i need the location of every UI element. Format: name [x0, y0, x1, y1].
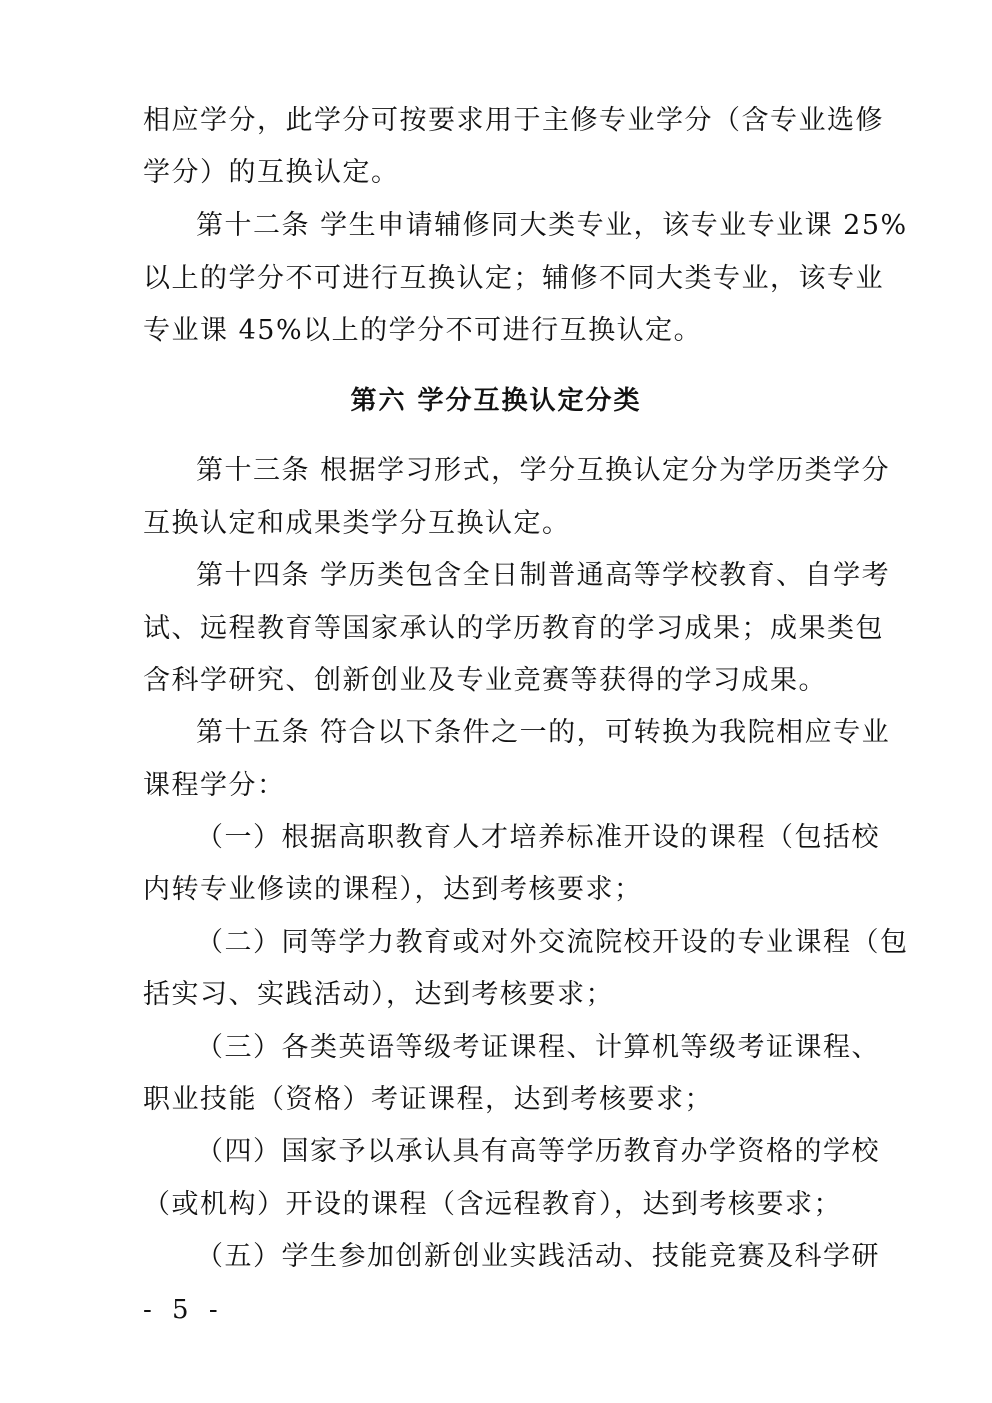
page-number: - 5 - — [143, 1295, 224, 1325]
paragraph-line: 相应学分，此学分可按要求用于主修专业学分（含专业选修 — [143, 105, 884, 136]
list-item-5: （五）学生参加创新创业实践活动、技能竞赛及科学研 — [196, 1241, 880, 1272]
paragraph-line: 括实习、实践活动），达到考核要求； — [143, 979, 614, 1010]
paragraph-line: 职业技能（资格）考证课程，达到考核要求； — [143, 1084, 713, 1115]
paragraph-line: 课程学分： — [143, 770, 286, 801]
article-12-line: 第十二条 学生申请辅修同大类专业，该专业专业课 25% — [196, 210, 908, 241]
section-heading: 第六 学分互换认定分类 — [350, 386, 642, 416]
paragraph-line: 以上的学分不可进行互换认定；辅修不同大类专业，该专业 — [143, 263, 884, 294]
paragraph-line: 专业课 45%以上的学分不可进行互换认定。 — [143, 315, 703, 346]
paragraph-line: 互换认定和成果类学分互换认定。 — [143, 508, 571, 539]
list-item-1: （一）根据高职教育人才培养标准开设的课程（包括校 — [196, 822, 880, 853]
list-item-4: （四）国家予以承认具有高等学历教育办学资格的学校 — [196, 1136, 880, 1167]
paragraph-line: 内转专业修读的课程），达到考核要求； — [143, 874, 643, 905]
list-item-2: （二）同等学力教育或对外交流院校开设的专业课程（包 — [196, 927, 909, 958]
paragraph-line: 含科学研究、创新创业及专业竞赛等获得的学习成果。 — [143, 665, 827, 696]
paragraph-line: （或机构）开设的课程（含远程教育），达到考核要求； — [143, 1189, 842, 1220]
article-15-line: 第十五条 符合以下条件之一的，可转换为我院相应专业 — [196, 717, 891, 748]
paragraph-line: 试、远程教育等国家承认的学历教育的学习成果；成果类包 — [143, 613, 884, 644]
article-14-line: 第十四条 学历类包含全日制普通高等学校教育、自学考 — [196, 560, 891, 591]
article-13-line: 第十三条 根据学习形式，学分互换认定分为学历类学分 — [196, 455, 891, 486]
paragraph-line: 学分）的互换认定。 — [143, 157, 400, 188]
list-item-3: （三）各类英语等级考证课程、计算机等级考证课程、 — [196, 1032, 880, 1063]
